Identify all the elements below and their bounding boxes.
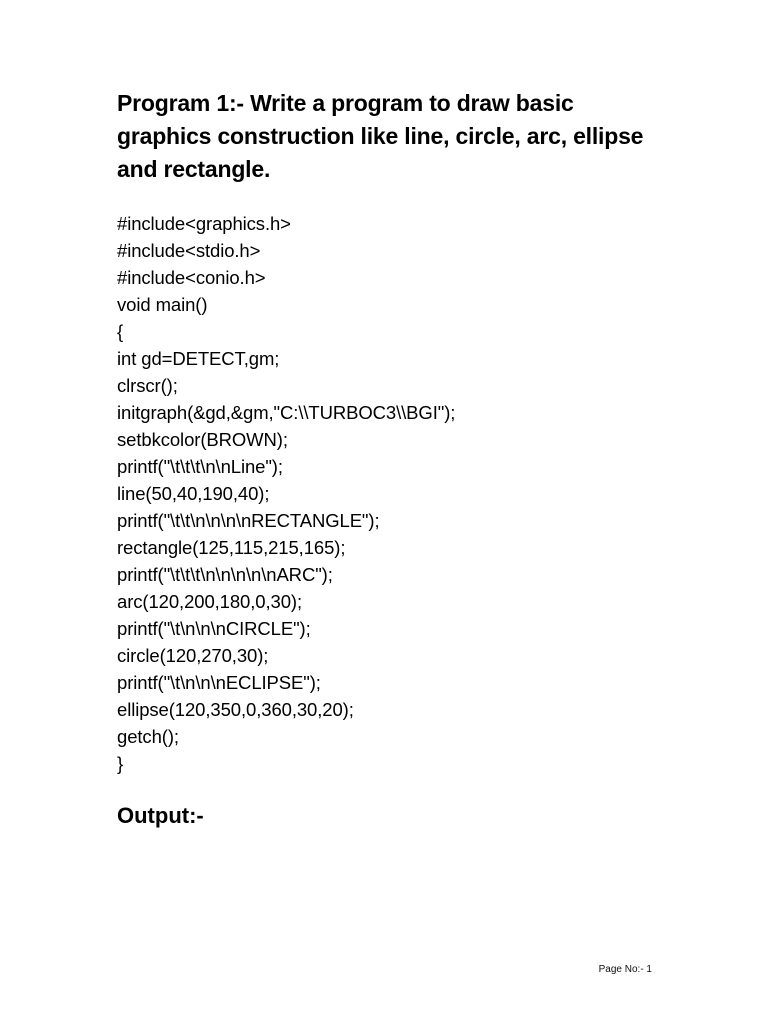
- code-line: printf("\t\n\n\nCIRCLE");: [117, 618, 311, 639]
- program-heading: Program 1:- Write a program to draw basic graphics construction like line, circle, arc, ellipse and rectangle.: [117, 90, 644, 182]
- code-line: printf("\t\t\n\n\n\nRECTANGLE");: [117, 510, 380, 531]
- code-line: arc(120,200,180,0,30);: [117, 591, 302, 612]
- code-listing: [117, 210, 455, 777]
- code-line: int gd=DETECT,gm;: [117, 348, 280, 369]
- code-line: }: [117, 753, 124, 774]
- code-line: {: [117, 321, 124, 342]
- code-line: rectangle(125,115,215,165);: [117, 537, 346, 558]
- code-line: printf("\t\t\t\n\nLine");: [117, 456, 283, 477]
- code-line: void main(): [117, 294, 208, 315]
- code-line: initgraph(&gd,&gm,"C:\\TURBOC3\\BGI");: [117, 402, 456, 423]
- code-line: printf("\t\n\n\nECLIPSE");: [117, 672, 321, 693]
- code-line: line(50,40,190,40);: [117, 483, 270, 504]
- output-heading: Output:-: [117, 803, 204, 828]
- page-number: Page No:- 1: [598, 964, 652, 975]
- code-line: setbkcolor(BROWN);: [117, 429, 288, 450]
- code-line: printf("\t\t\t\n\n\n\n\nARC");: [117, 564, 333, 585]
- code-line: getch();: [117, 726, 179, 747]
- code-line: #include<graphics.h>: [117, 213, 291, 234]
- code-line: ellipse(120,350,0,360,30,20);: [117, 699, 354, 720]
- code-line: #include<conio.h>: [117, 267, 266, 288]
- code-line: clrscr();: [117, 375, 178, 396]
- code-line: circle(120,270,30);: [117, 645, 269, 666]
- code-line: #include<stdio.h>: [117, 240, 261, 261]
